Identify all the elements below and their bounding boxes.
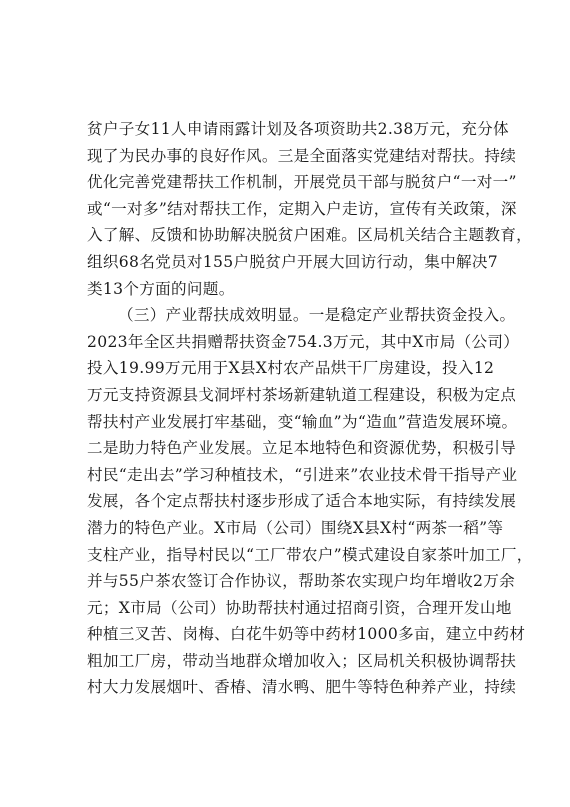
text-line: 并与55户茶农签订合作协议，帮助茶农实现户均年增收2万余 (87, 572, 516, 591)
text-line: 二是助力特色产业发展。立足本地特色和资源优势，积极引导 (87, 439, 517, 458)
section-heading-line: （三）产业帮扶成效明显。一是稳定产业帮扶资金投入。 (118, 306, 516, 325)
text-line: 村大力发展烟叶、香椿、清水鸭、肥牛等特色种养产业，持续 (87, 678, 517, 697)
body-text (87, 116, 533, 701)
text-line: 帮扶村产业发展打牢基础，变“输血”为“造血”营造发展环境。 (87, 412, 518, 431)
text-line: 贫户子女11人申请雨露计划及各项资助共2.38万元，充分体 (87, 120, 509, 138)
paragraph-last-line: 类13个方面的问题。 (87, 279, 235, 298)
text-line: 粗加工厂房，带动当地群众增加收入；区局机关积极协调帮扶 (87, 651, 517, 670)
text-line: 发展，各个定点帮扶村逐步形成了适合本地实际，有持续发展 (87, 492, 517, 511)
text-line: 元；X市局（公司）协助帮扶村通过招商引资，合理开发山地 (87, 598, 512, 617)
text-line: 种植三叉苦、岗梅、白花牛奶等中药材1000多亩，建立中药材 (87, 625, 526, 644)
text-line: 潜力的特色产业。X市局（公司）围绕X县X村“两茶一稻”等 (87, 518, 504, 537)
text-line: 万元支持资源县戈洞坪村茶场新建轨道工程建设，积极为定点 (87, 385, 517, 404)
text-line: 入了解、反馈和协助解决脱贫户困难。区局机关结合主题教育， (87, 226, 533, 245)
text-line: 组织68名党员对155户脱贫户开展大回访行动，集中解决7 (87, 252, 498, 271)
text-line: 优化完善党建帮扶工作机制，开展党员干部与脱贫户“一对一” (87, 173, 517, 192)
text-line: 或“一对多”结对帮扶工作，定期入户走访，宣传有关政策，深 (87, 199, 517, 218)
text-line: 村民“走出去”学习种植技术，“引进来”农业技术骨干指导产业 (87, 465, 518, 484)
text-line: 支柱产业，指导村民以“工厂带农户”模式建设自家茶叶加工厂， (87, 545, 533, 564)
text-line: 投入19.99万元用于X县X村农产品烘干厂房建设，投入12 (87, 359, 495, 378)
text-line: 2023年全区共捐赠帮扶资金754.3万元，其中X市局（公司） (87, 332, 520, 351)
text-line: 现了为民办事的良好作风。三是全面落实党建结对帮扶。持续 (87, 146, 517, 165)
